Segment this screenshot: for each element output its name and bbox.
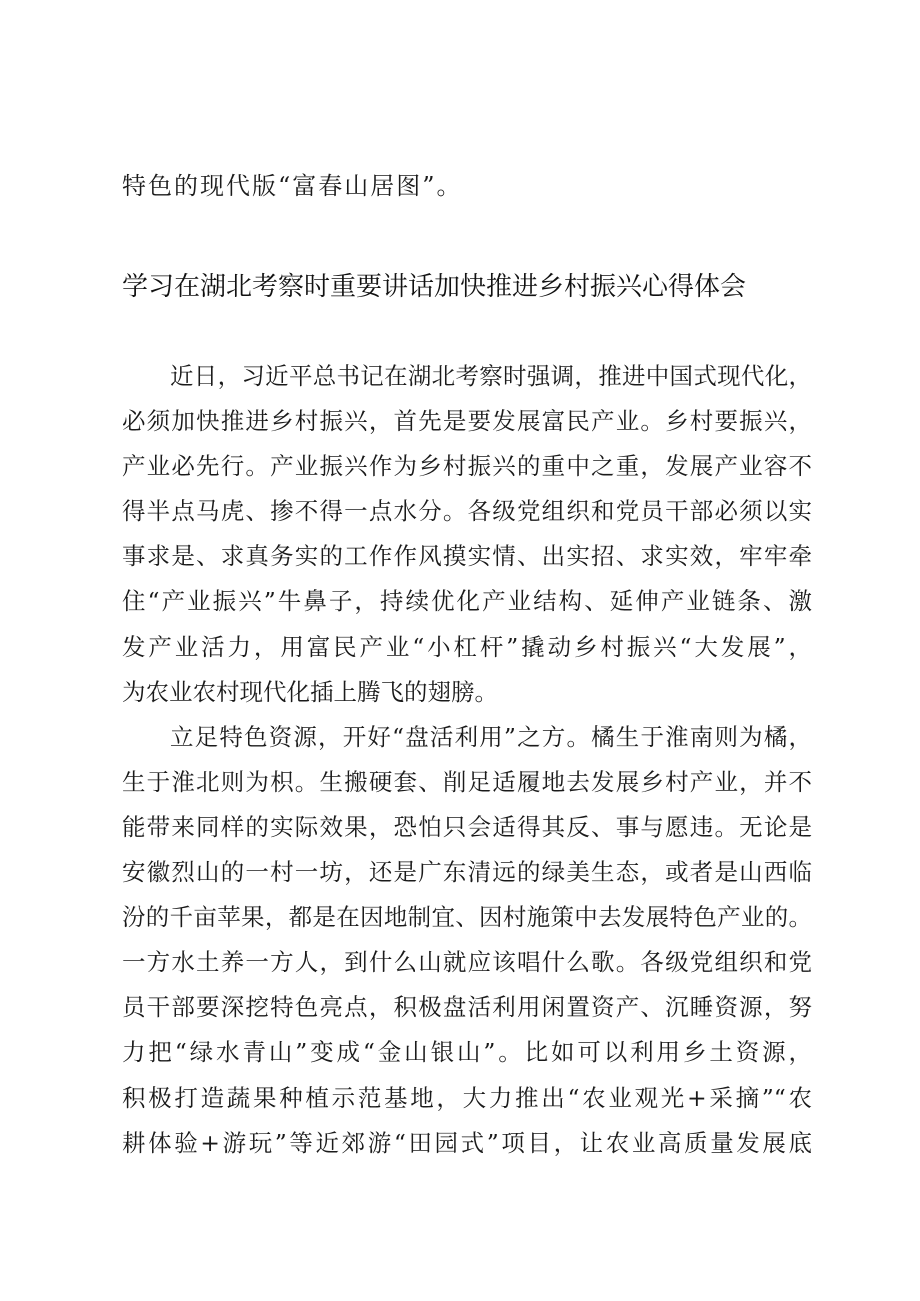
text-line: 积极打造蔬果种植示范基地，大力推出“农业观光+采摘”“农 [122, 1083, 812, 1112]
text-line: 得半点马虎、掺不得一点水分。各级党组织和党员干部必须以实 [122, 497, 812, 526]
text-line: 发产业活力，用富民产业“小杠杆”撬动乡村振兴“大发展”， [122, 632, 812, 661]
text-line: 员干部要深挖特色亮点，积极盘活利用闲置资产、沉睡资源，努 [122, 993, 812, 1022]
text-line: 近日，习近平总书记在湖北考察时强调，推进中国式现代化， [170, 362, 812, 390]
previous-article-ending: 特色的现代版“富春山居图”。 [122, 172, 463, 200]
text-line: 产业必先行。产业振兴作为乡村振兴的重中之重，发展产业容不 [122, 452, 812, 481]
text-line: 力把“绿水青山”变成“金山银山”。比如可以利用乡土资源， [122, 1038, 812, 1067]
article-title: 学习在湖北考察时重要讲话加快推进乡村振兴心得体会 [122, 272, 747, 302]
text-line: 耕体验+游玩”等近郊游“田园式”项目，让农业高质量发展底 [122, 1128, 812, 1157]
article-body [122, 354, 812, 1166]
text-line: 事求是、求真务实的工作作风摸实情、出实招、求实效，牢牢牵 [122, 542, 812, 571]
text-line: 生于淮北则为枳。生搬硬套、削足适履地去发展乡村产业，并不 [122, 767, 812, 796]
text-line: 为农业农村现代化插上腾飞的翅膀。 [122, 677, 498, 706]
text-line: 立足特色资源，开好“盘活利用”之方。橘生于淮南则为橘， [170, 722, 812, 751]
paragraph [122, 715, 812, 1166]
text-line: 必须加快推进乡村振兴，首先是要发展富民产业。乡村要振兴， [122, 407, 812, 436]
text-line: 住“产业振兴”牛鼻子，持续优化产业结构、延伸产业链条、激 [122, 587, 812, 616]
text-line: 汾的千亩苹果，都是在因地制宜、因村施策中去发展特色产业的。 [122, 903, 812, 932]
text-line: 安徽烈山的一村一坊，还是广东清远的绿美生态，或者是山西临 [122, 858, 812, 887]
text-line: 一方水土养一方人，到什么山就应该唱什么歌。各级党组织和党 [122, 948, 812, 977]
paragraph [122, 354, 812, 715]
text-line: 能带来同样的实际效果，恐怕只会适得其反、事与愿违。无论是 [122, 812, 812, 841]
